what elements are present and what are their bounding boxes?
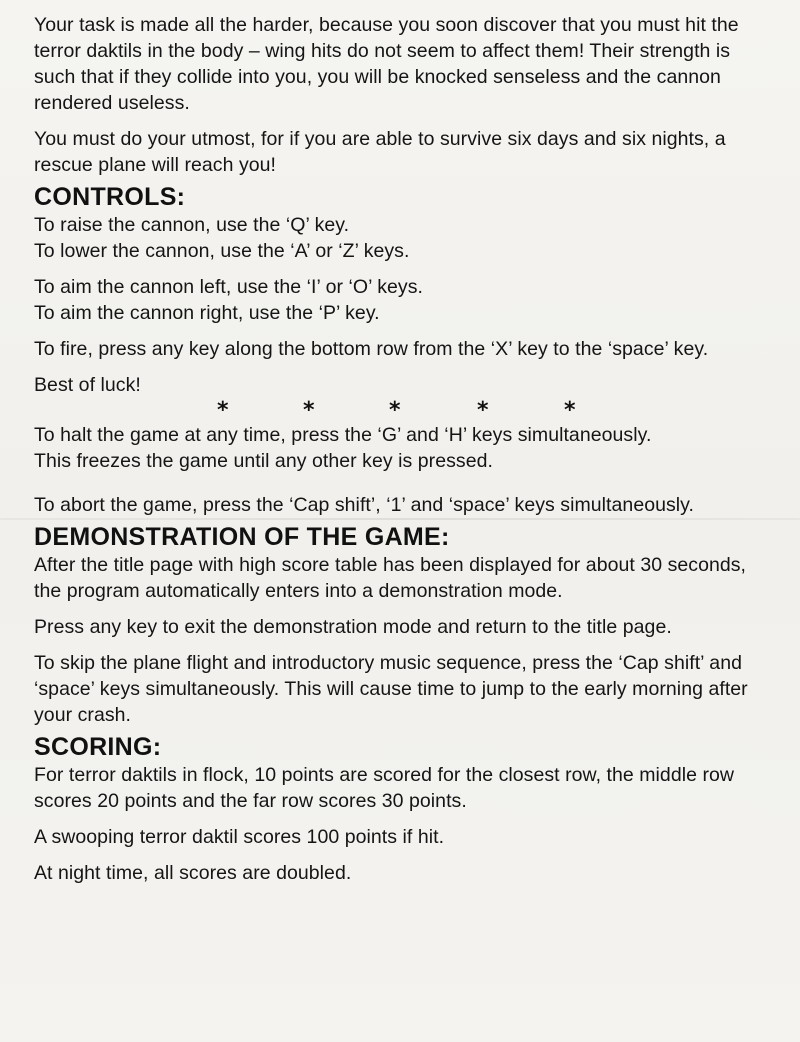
star-5: * <box>564 398 576 423</box>
controls-heading: CONTROLS: <box>34 183 186 211</box>
fire-text: To fire, press any key along the bottom row from the ‘X’ key to the ‘space’ key. <box>34 338 709 360</box>
abort-text: To abort the game, press the ‘Cap shift’, ‘1’ and ‘space’ keys simultaneously. <box>34 494 695 516</box>
demo-paragraph-3: To skip the plane flight and introductory music sequence, press the ‘Cap shift’ and ‘space’ keys simultaneously. This will cause time to jump to the early morning after your crash. <box>34 652 748 726</box>
freeze-text: This freezes the game until any other key is pressed. <box>34 450 493 472</box>
scoring-paragraph-2: A swooping terror daktil scores 100 points if hit. <box>34 826 445 848</box>
best-of-luck-text: Best of luck! <box>34 374 141 396</box>
star-3: * <box>389 398 401 423</box>
intro-paragraph-1: Your task is made all the harder, because you soon discover that you must hit the terror daktils in the body – wing hits do not seem to affect them! Their strength is such that if they collide into you, you will be knocked senseless and the cannon rendered useless. <box>34 14 739 114</box>
star-1: * <box>217 398 229 423</box>
demo-paragraph-1: After the title page with high score table has been displayed for about 30 seconds, the program automatically enters into a demonstration mode. <box>34 554 747 602</box>
scoring-heading: SCORING: <box>34 733 162 761</box>
star-4: * <box>477 398 489 423</box>
manual-text <box>34 12 774 896</box>
halt-text: To halt the game at any time, press the ‘G’ and ‘H’ keys simultaneously. <box>34 424 652 446</box>
raise-cannon-text: To raise the cannon, use the ‘Q’ key. <box>34 214 350 236</box>
scoring-paragraph-1: For terror daktils in flock, 10 points are scored for the closest row, the middle row scores 20 points and the far row scores 30 points. <box>34 764 735 812</box>
star-2: * <box>303 398 315 423</box>
aim-right-text: To aim the cannon right, use the ‘P’ key. <box>34 302 380 324</box>
scoring-paragraph-3: At night time, all scores are doubled. <box>34 862 352 884</box>
intro-paragraph-2: You must do your utmost, for if you are able to survive six days and six nights, a rescue plane will reach you! <box>34 128 726 176</box>
lower-cannon-text: To lower the cannon, use the ‘A’ or ‘Z’ keys. <box>34 240 410 262</box>
star-separator <box>34 396 774 422</box>
demo-paragraph-2: Press any key to exit the demonstration mode and return to the title page. <box>34 616 672 638</box>
aim-left-text: To aim the cannon left, use the ‘I’ or ‘O’ keys. <box>34 276 423 298</box>
demonstration-heading: DEMONSTRATION OF THE GAME: <box>34 523 450 551</box>
